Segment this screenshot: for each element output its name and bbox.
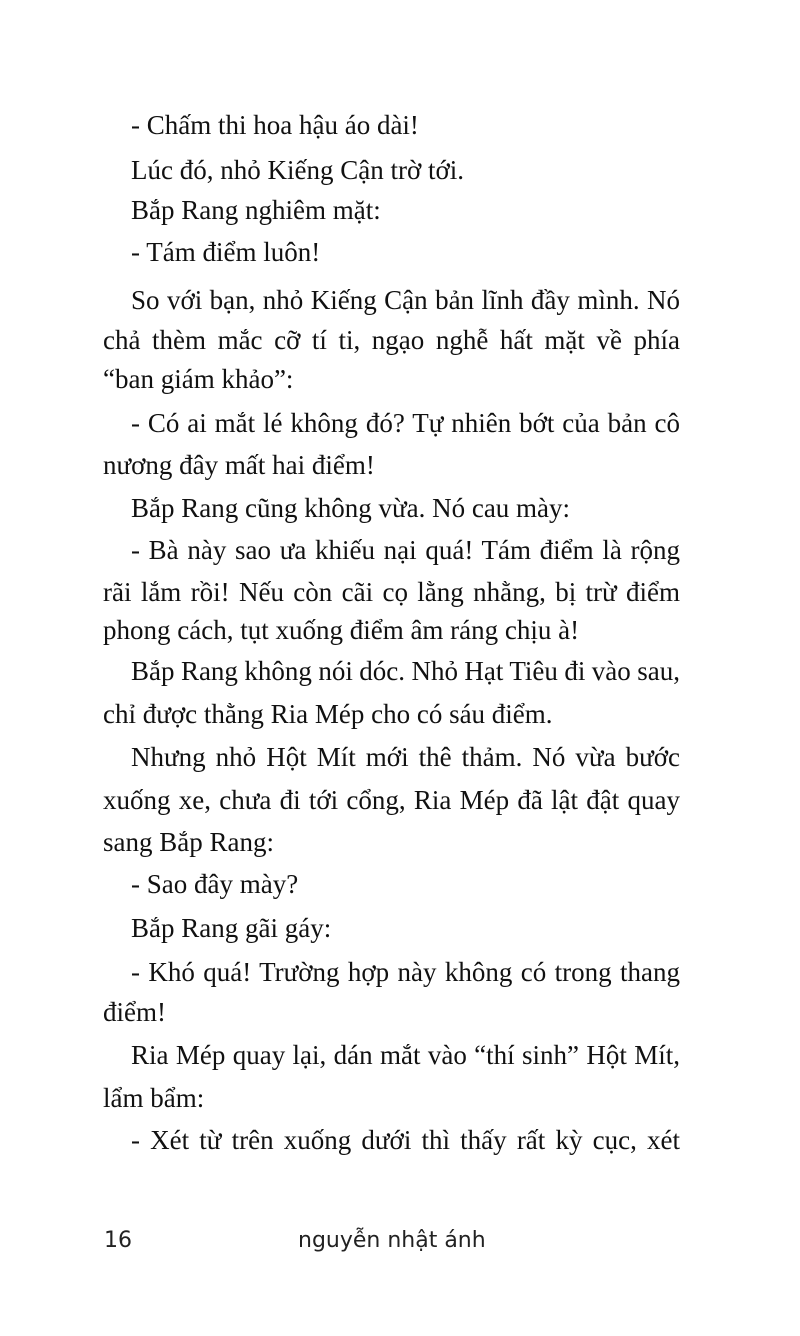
text-line: - Bà này sao ưa khiếu nại quá! Tám điểm là rộng	[131, 535, 680, 565]
text-line: nương đây mất hai điểm!	[103, 450, 375, 480]
text-line: Ria Mép quay lại, dán mắt vào “thí sinh” Hột Mít,	[131, 1040, 680, 1070]
text-line: So với bạn, nhỏ Kiếng Cận bản lĩnh đầy mình. Nó	[131, 285, 680, 315]
running-footer-author: nguyễn nhật ánh	[298, 1228, 486, 1253]
text-line: điểm!	[103, 997, 166, 1027]
text-line: - Chấm thi hoa hậu áo dài!	[131, 110, 419, 140]
text-line: - Sao đây mày?	[131, 869, 299, 899]
text-line: sang Bắp Rang:	[103, 827, 274, 857]
text-line: Bắp Rang nghiêm mặt:	[131, 195, 381, 225]
text-line: Nhưng nhỏ Hột Mít mới thê thảm. Nó vừa bước	[131, 742, 680, 772]
text-line: - Có ai mắt lé không đó? Tự nhiên bớt của bản cô	[131, 408, 680, 438]
text-line: chỉ được thằng Ria Mép cho có sáu điểm.	[103, 699, 553, 729]
text-line: lẩm bẩm:	[103, 1083, 205, 1113]
text-line: Lúc đó, nhỏ Kiếng Cận trờ tới.	[131, 155, 465, 185]
text-line: - Tám điểm luôn!	[131, 237, 321, 267]
text-line: - Khó quá! Trường hợp này không có trong thang	[131, 957, 680, 987]
text-line: “ban giám khảo”:	[103, 364, 294, 394]
text-line: Bắp Rang cũng không vừa. Nó cau mày:	[131, 493, 571, 523]
text-line: phong cách, tụt xuống điểm âm ráng chịu à!	[103, 615, 580, 645]
page-number: 16	[104, 1228, 132, 1253]
text-line: Bắp Rang không nói dóc. Nhỏ Hạt Tiêu đi vào sau,	[131, 656, 680, 686]
text-line: xuống xe, chưa đi tới cổng, Ria Mép đã lật đật quay	[103, 785, 680, 815]
text-line: Bắp Rang gãi gáy:	[131, 913, 332, 943]
text-line: rãi lắm rồi! Nếu còn cãi cọ lằng nhằng, bị trừ điểm	[103, 577, 680, 607]
text-line: - Xét từ trên xuống dưới thì thấy rất kỳ cục, xét	[131, 1125, 680, 1155]
text-line: chả thèm mắc cỡ tí ti, ngạo nghễ hất mặt về phía	[103, 325, 680, 355]
